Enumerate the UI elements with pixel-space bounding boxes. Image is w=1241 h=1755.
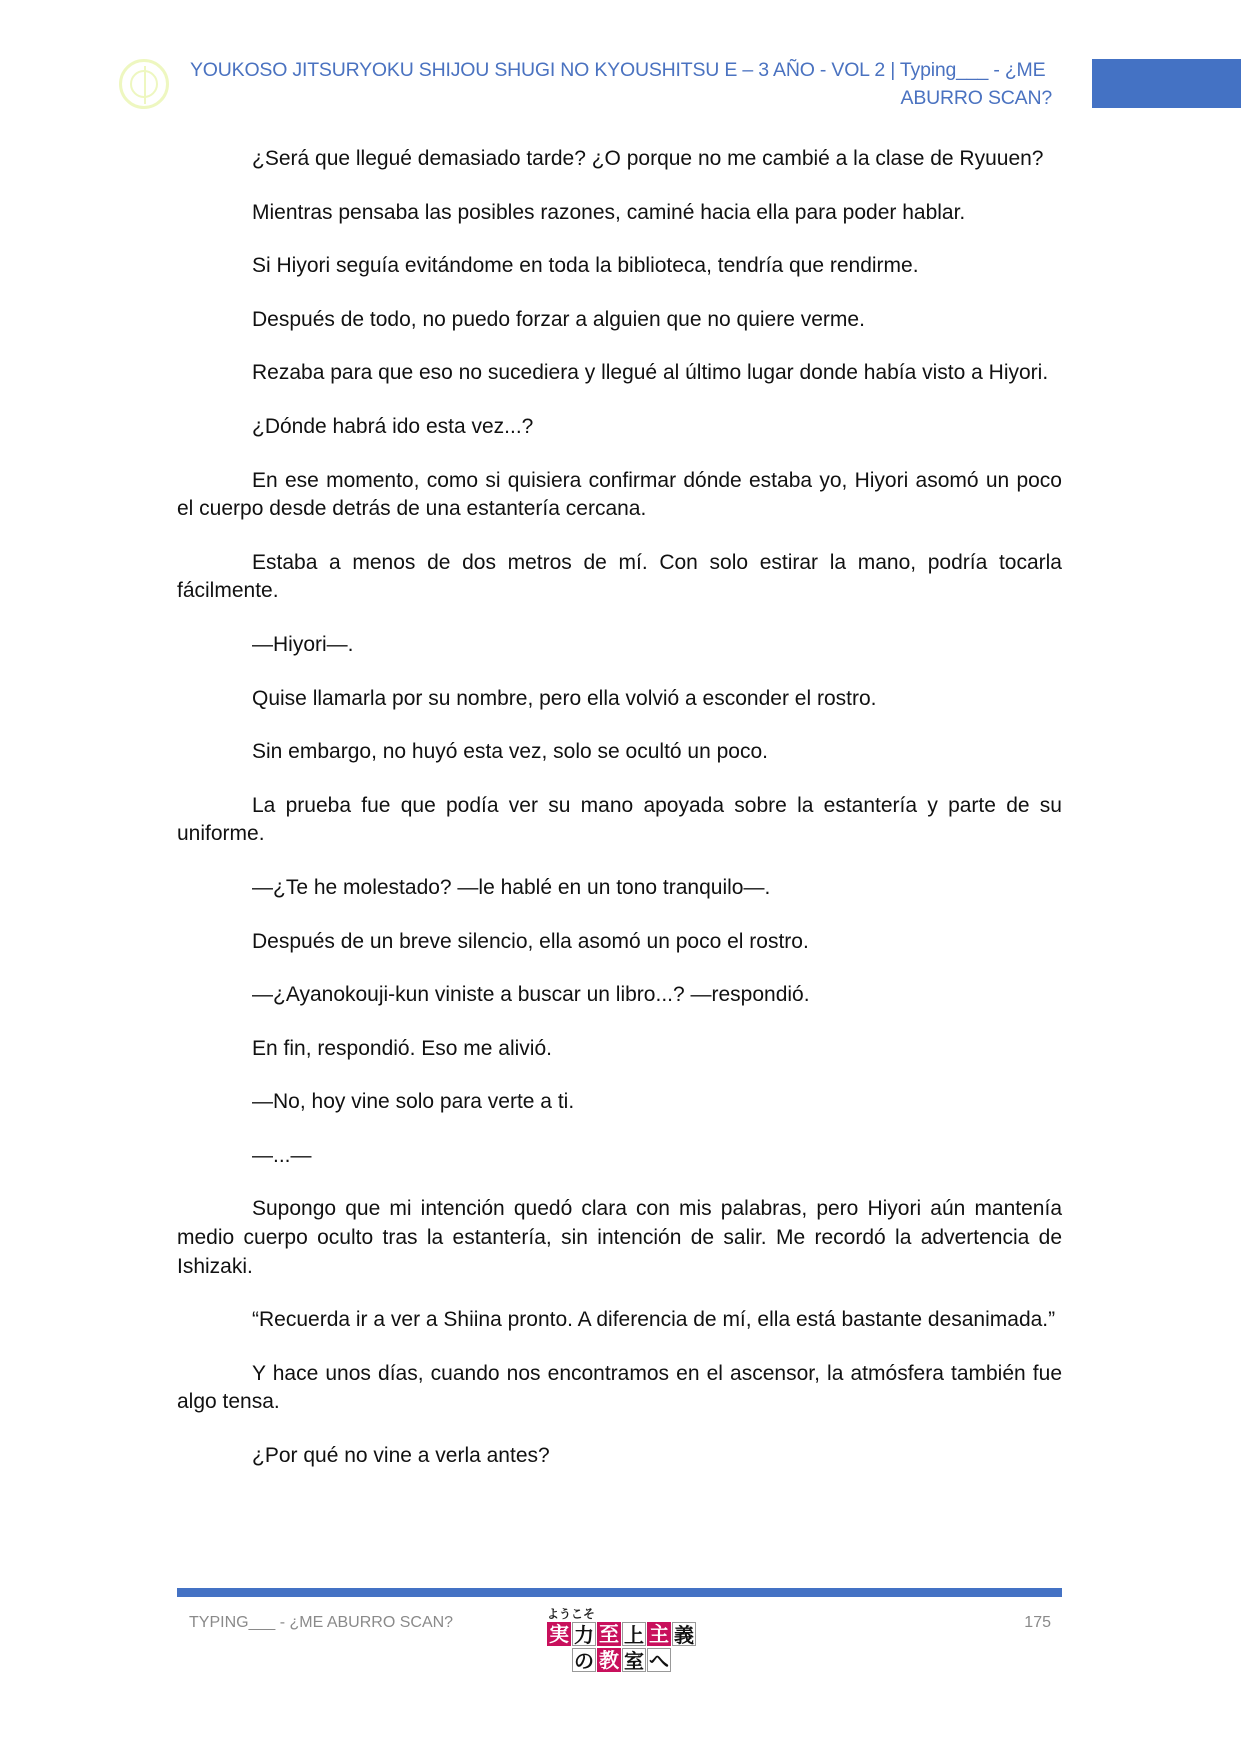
- paragraph: ¿Por qué no vine a verla antes?: [252, 1444, 550, 1468]
- paragraph: Supongo que mi intención quedó clara con mis palabras, pero Hiyori aún mantenía medio cuerpo oculto tras la estantería, sin intención de salir. Me recordó la advertencia de Ishizaki.: [177, 1197, 1062, 1278]
- paragraph: La prueba fue que podía ver su mano apoyada sobre la estantería y parte de su uniforme.: [177, 793, 1062, 846]
- header-accent-block: [1092, 59, 1241, 108]
- page-body: [177, 145, 1062, 1496]
- paragraph: ¿Dónde habrá ido esta vez...?: [252, 414, 534, 438]
- paragraph: Después de todo, no puedo forzar a alguien que no quiere verme.: [252, 307, 865, 331]
- header-title-continued: ABURRO SCAN?: [900, 87, 1052, 109]
- series-logo: ようこそ 実 力 至 上 主 義 の 教 室 へ: [547, 1607, 694, 1673]
- paragraph: —¿Ayanokouji-kun viniste a buscar un libro...? —respondió.: [252, 983, 810, 1007]
- footer-rule: [177, 1588, 1062, 1597]
- paragraph: En ese momento, como si quisiera confirmar dónde estaba yo, Hiyori asomó un poco el cuerpo desde detrás de una estantería cercana.: [177, 468, 1062, 521]
- header-title: YOUKOSO JITSURYOKU SHIJOU SHUGI NO KYOUSHITSU E – 3 AÑO - VOL 2 | Typing___ - ¿ME: [190, 59, 1046, 81]
- paragraph: Y hace unos días, cuando nos encontramos en el ascensor, la atmósfera también fue algo tensa.: [177, 1361, 1062, 1414]
- paragraph: Mientras pensaba las posibles razones, caminé hacia ella para poder hablar.: [252, 200, 966, 224]
- paragraph: Si Hiyori seguía evitándome en toda la biblioteca, tendría que rendirme.: [252, 254, 919, 278]
- running-header: [190, 56, 1052, 112]
- paragraph: ¿Será que llegué demasiado tarde? ¿O porque no me cambié a la clase de Ryuuen?: [252, 147, 1044, 170]
- paragraph: —¿Te he molestado? —le hablé en un tono tranquilo—.: [252, 875, 771, 899]
- paragraph: —No, hoy vine solo para verte a ti.: [252, 1090, 575, 1114]
- paragraph: Quise llamarla por su nombre, pero ella volvió a esconder el rostro.: [252, 686, 877, 710]
- paragraph: Rezaba para que eso no sucediera y llegué al último lugar donde había visto a Hiyori.: [252, 361, 1049, 385]
- page-number: 175: [1024, 1614, 1051, 1631]
- footer-credit: TYPING___ - ¿ME ABURRO SCAN?: [189, 1614, 454, 1631]
- paragraph: En fin, respondió. Eso me alivió.: [252, 1036, 552, 1060]
- paragraph: Después de un breve silencio, ella asomó un poco el rostro.: [252, 929, 809, 953]
- paragraph: —Hiyori—.: [252, 632, 354, 656]
- paragraph: Sin embargo, no huyó esta vez, solo se ocultó un poco.: [252, 740, 768, 764]
- paragraph: “Recuerda ir a ver a Shiina pronto. A diferencia de mí, ella está bastante desanimada.”: [252, 1308, 1056, 1332]
- header-emblem-icon: [119, 59, 169, 109]
- paragraph: —...—: [252, 1143, 312, 1167]
- paragraph: Estaba a menos de dos metros de mí. Con solo estirar la mano, podría tocarla fácilmente.: [177, 550, 1062, 603]
